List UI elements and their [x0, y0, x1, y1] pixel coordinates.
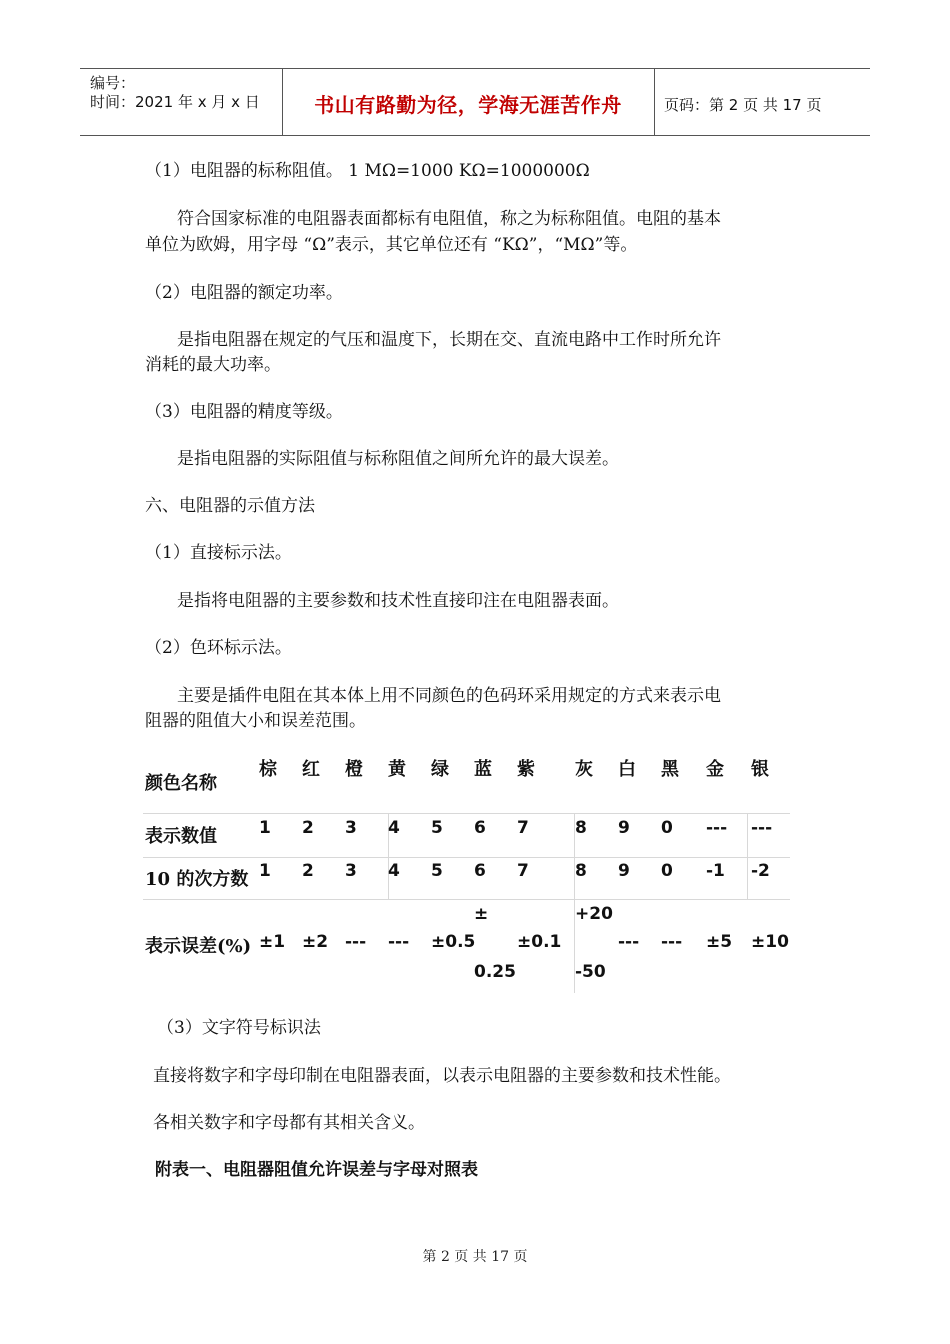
table-cell-tolerance-blue-top: ±	[474, 904, 489, 924]
table-cell-value: ---	[751, 818, 773, 838]
table-cell-power: 5	[431, 861, 443, 881]
table-cell-color: 黑	[661, 759, 679, 780]
paragraph-color-code-heading: （2）色环标示法。	[145, 638, 292, 658]
table-cell-tolerance: ---	[388, 932, 410, 952]
paragraph-direct-marking-heading: （1）直接标示法。	[145, 543, 292, 563]
table-cell-value: 4	[388, 818, 400, 838]
table-cell-value: 6	[474, 818, 486, 838]
page-footer: 第 2 页 共 17 页	[422, 1249, 528, 1265]
page-label: 页码：第 2 页 共 17 页	[664, 96, 822, 114]
table-cell-value: 9	[618, 818, 630, 838]
table-cell-power: 6	[474, 861, 486, 881]
table-cell-color: 蓝	[474, 759, 492, 780]
table-cell-color: 黄	[388, 759, 406, 780]
table-cell-tolerance: ±10	[751, 932, 789, 952]
table-row-divider	[143, 813, 790, 814]
header-top-rule	[80, 68, 870, 69]
table-row-label-power: 10 的次方数	[145, 869, 249, 890]
table-cell-value: 5	[431, 818, 443, 838]
paragraph-rated-power-line2: 消耗的最大功率。	[145, 355, 281, 375]
table-cell-color: 银	[751, 759, 769, 780]
table-cell-color: 紫	[517, 759, 535, 780]
table-cell-value: 8	[575, 818, 587, 838]
paragraph-nominal-resistance-line1: 符合国家标准的电阻器表面都标有电阻值，称之为标称阻值。电阻的基本	[177, 209, 721, 229]
table-cell-power: 1	[259, 861, 271, 881]
table-cell-color: 红	[302, 759, 320, 780]
table-cell-tolerance: ±2	[302, 932, 329, 952]
paragraph-precision-heading: （3）电阻器的精度等级。	[145, 402, 343, 422]
table-cell-tolerance-grey-bottom: -50	[575, 962, 606, 982]
table-cell-power: 4	[388, 861, 400, 881]
table-cell-value: 3	[345, 818, 357, 838]
table-cell-value: 1	[259, 818, 271, 838]
table-cell-value: 7	[517, 818, 529, 838]
table-cell-tolerance: ---	[345, 932, 367, 952]
paragraph-rated-power-heading: （2）电阻器的额定功率。	[145, 283, 343, 303]
table-cell-color: 绿	[431, 759, 449, 780]
table-cell-value: 2	[302, 818, 314, 838]
table-cell-tolerance-grey-top: +20	[575, 904, 613, 924]
table-row-divider	[143, 857, 790, 858]
table-cell-color: 白	[618, 759, 636, 780]
paragraph-text-symbol-line2: 各相关数字和字母都有其相关含义。	[153, 1113, 425, 1133]
table-cell-tolerance-blue-bottom: 0.25	[474, 962, 516, 982]
table-cell-color: 灰	[575, 759, 593, 780]
table-cell-color: 棕	[259, 759, 277, 780]
paragraph-nominal-resistance-heading: （1）电阻器的标称阻值。 1 MΩ=1000 KΩ=1000000Ω	[145, 161, 590, 181]
paragraph-rated-power-line1: 是指电阻器在规定的气压和温度下，长期在交、直流电路中工作时所允许	[177, 330, 721, 350]
table-row-label-value: 表示数值	[145, 826, 217, 847]
number-label: 编号：	[90, 74, 136, 92]
table-cell-value: ---	[706, 818, 728, 838]
table-cell-power: -1	[706, 861, 725, 881]
paragraph-color-code-line2: 阻器的阻值大小和误差范围。	[145, 711, 366, 731]
header-motto: 书山有路勤为径，学海无涯苦作舟	[314, 93, 622, 117]
table-cell-tolerance: ±5	[706, 932, 733, 952]
paragraph-color-code-line1: 主要是插件电阻在其本体上用不同颜色的色码环采用规定的方式来表示电	[177, 686, 721, 706]
table-row-divider	[143, 899, 790, 900]
table-cell-tolerance: ---	[618, 932, 640, 952]
paragraph-nominal-resistance-line2: 单位为欧姆，用字母 “Ω”表示，其它单位还有 “KΩ”，“MΩ”等。	[145, 235, 638, 255]
table-cell-power: 8	[575, 861, 587, 881]
table-cell-tolerance: ±1	[259, 932, 286, 952]
table-cell-tolerance: ±0.1	[517, 932, 562, 952]
header-divider-right	[654, 69, 655, 135]
time-label: 时间：2021 年 x 月 x 日	[90, 93, 260, 111]
table-cell-value: 0	[661, 818, 673, 838]
section-heading-six: 六、电阻器的示值方法	[145, 496, 315, 516]
table-cell-tolerance: ---	[661, 932, 683, 952]
table-cell-color: 橙	[345, 759, 363, 780]
table-cell-power: 7	[517, 861, 529, 881]
paragraph-precision-text: 是指电阻器的实际阻值与标称阻值之间所允许的最大误差。	[177, 449, 619, 469]
appendix-table-title: 附表一、电阻器阻值允许误差与字母对照表	[155, 1160, 478, 1180]
table-column-divider	[747, 813, 748, 899]
table-cell-tolerance: ±0.5	[431, 932, 476, 952]
table-cell-power: 0	[661, 861, 673, 881]
table-cell-power: -2	[751, 861, 770, 881]
paragraph-text-symbol-heading: （3）文字符号标识法	[157, 1018, 321, 1038]
paragraph-text-symbol-line1: 直接将数字和字母印制在电阻器表面，以表示电阻器的主要参数和技术性能。	[153, 1066, 731, 1086]
table-cell-power: 3	[345, 861, 357, 881]
table-row-label-color-name: 颜色名称	[145, 773, 217, 794]
table-row-label-tolerance: 表示误差(%)	[145, 936, 252, 957]
table-cell-color: 金	[706, 759, 724, 780]
table-cell-power: 9	[618, 861, 630, 881]
header-bottom-rule	[80, 135, 870, 136]
table-cell-power: 2	[302, 861, 314, 881]
paragraph-direct-marking-text: 是指将电阻器的主要参数和技术性直接印注在电阻器表面。	[177, 591, 619, 611]
